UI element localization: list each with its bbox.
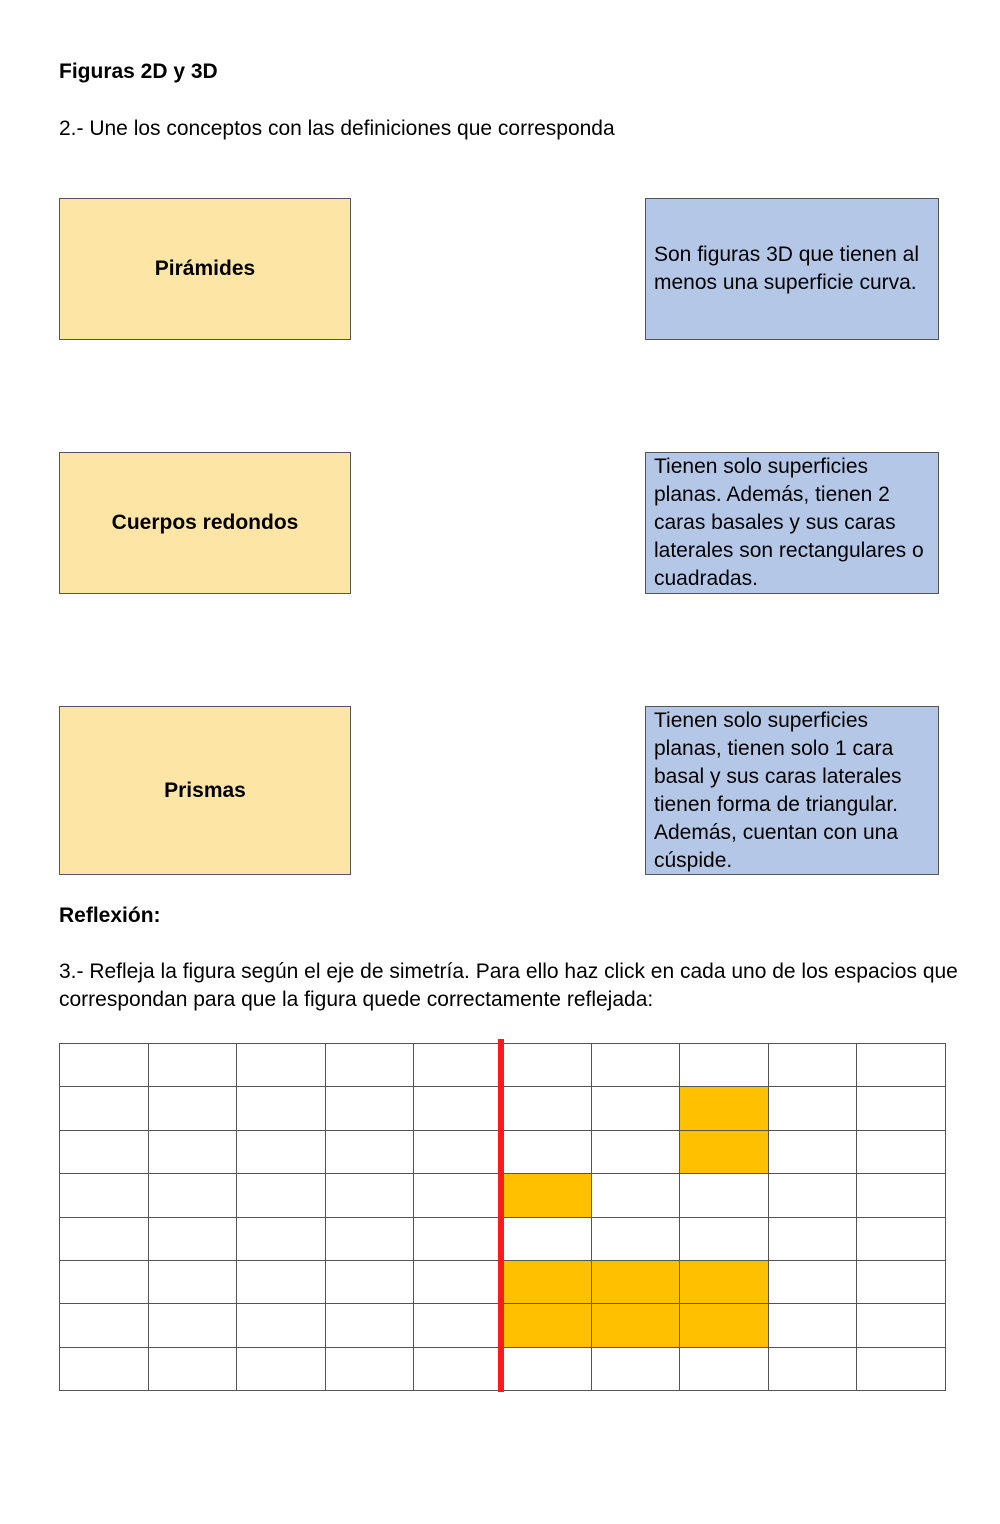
grid-cell[interactable] xyxy=(680,1260,769,1303)
grid-cell[interactable] xyxy=(680,1130,769,1173)
grid-cell[interactable] xyxy=(60,1130,149,1173)
grid-cell[interactable] xyxy=(857,1174,946,1217)
grid-cell[interactable] xyxy=(148,1174,237,1217)
grid-cell[interactable] xyxy=(591,1304,680,1347)
grid-cell[interactable] xyxy=(60,1044,149,1087)
definition-text: Tienen solo superficies planas. Además, tienen 2 caras basales y sus caras laterales son rectangulares o cuadradas. xyxy=(654,455,924,590)
grid-cell[interactable] xyxy=(237,1217,326,1260)
question-3-text: 3.- Refleja la figura según el eje de simetría. Para ello haz click en cada uno de los espacios que correspondan para que la figura quede correctamente reflejada: xyxy=(59,960,958,1011)
concept-box-cuerpos-redondos[interactable] xyxy=(59,452,351,594)
grid-cell[interactable] xyxy=(60,1174,149,1217)
grid-cell[interactable] xyxy=(768,1260,857,1303)
grid-cell[interactable] xyxy=(148,1260,237,1303)
grid-cell[interactable] xyxy=(414,1260,503,1303)
grid-cell[interactable] xyxy=(857,1130,946,1173)
grid-cell[interactable] xyxy=(502,1304,591,1347)
grid-cell[interactable] xyxy=(680,1174,769,1217)
grid-cell[interactable] xyxy=(768,1130,857,1173)
grid-cell[interactable] xyxy=(857,1260,946,1303)
grid-cell[interactable] xyxy=(591,1130,680,1173)
grid-cell[interactable] xyxy=(768,1347,857,1390)
grid-cell[interactable] xyxy=(237,1260,326,1303)
concept-label: Pirámides xyxy=(154,257,256,280)
grid-cell[interactable] xyxy=(237,1174,326,1217)
grid-cell[interactable] xyxy=(325,1087,414,1130)
grid-cell[interactable] xyxy=(325,1174,414,1217)
grid-cell[interactable] xyxy=(591,1174,680,1217)
grid-cell[interactable] xyxy=(857,1087,946,1130)
grid-cell[interactable] xyxy=(325,1130,414,1173)
definition-box-1[interactable] xyxy=(645,198,939,340)
question-2-text: 2.- Une los conceptos con las definiciones que corresponda xyxy=(59,117,615,140)
grid-cell[interactable] xyxy=(237,1044,326,1087)
grid-cell[interactable] xyxy=(148,1304,237,1347)
grid-cell[interactable] xyxy=(857,1044,946,1087)
symmetry-axis-line xyxy=(498,1039,504,1392)
grid-cell[interactable] xyxy=(680,1304,769,1347)
grid-cell[interactable] xyxy=(237,1130,326,1173)
grid-cell[interactable] xyxy=(502,1130,591,1173)
grid-cell[interactable] xyxy=(768,1217,857,1260)
grid-cell[interactable] xyxy=(414,1174,503,1217)
grid-cell[interactable] xyxy=(591,1260,680,1303)
grid-cell[interactable] xyxy=(414,1304,503,1347)
grid-cell[interactable] xyxy=(60,1260,149,1303)
grid-cell[interactable] xyxy=(414,1347,503,1390)
grid-cell[interactable] xyxy=(502,1044,591,1087)
definition-box-3[interactable] xyxy=(645,706,939,875)
grid-cell[interactable] xyxy=(148,1087,237,1130)
definition-box-2[interactable] xyxy=(645,452,939,594)
grid-cell[interactable] xyxy=(325,1217,414,1260)
grid-cell[interactable] xyxy=(857,1347,946,1390)
grid-cell[interactable] xyxy=(60,1347,149,1390)
grid-cell[interactable] xyxy=(60,1304,149,1347)
grid-cell[interactable] xyxy=(502,1347,591,1390)
grid-cell[interactable] xyxy=(591,1347,680,1390)
grid-cell[interactable] xyxy=(768,1044,857,1087)
grid-cell[interactable] xyxy=(768,1174,857,1217)
grid-cell[interactable] xyxy=(680,1217,769,1260)
grid-cell[interactable] xyxy=(325,1347,414,1390)
grid-cell[interactable] xyxy=(60,1217,149,1260)
grid-cell[interactable] xyxy=(325,1304,414,1347)
grid-cell[interactable] xyxy=(237,1347,326,1390)
grid-cell[interactable] xyxy=(857,1217,946,1260)
grid-cell[interactable] xyxy=(414,1044,503,1087)
grid-cell[interactable] xyxy=(857,1304,946,1347)
grid-cell[interactable] xyxy=(237,1304,326,1347)
grid-cell[interactable] xyxy=(502,1174,591,1217)
grid-cell[interactable] xyxy=(502,1087,591,1130)
grid-cell[interactable] xyxy=(591,1087,680,1130)
grid-cell[interactable] xyxy=(148,1347,237,1390)
grid-cell[interactable] xyxy=(148,1217,237,1260)
grid-cell[interactable] xyxy=(414,1087,503,1130)
grid-cell[interactable] xyxy=(680,1347,769,1390)
definition-text: Son figuras 3D que tienen al menos una superficie curva. xyxy=(654,243,920,294)
page-title: Figuras 2D y 3D xyxy=(59,60,218,83)
grid-cell[interactable] xyxy=(502,1260,591,1303)
grid-cell[interactable] xyxy=(768,1304,857,1347)
grid-cell[interactable] xyxy=(60,1087,149,1130)
grid-cell[interactable] xyxy=(591,1044,680,1087)
grid-cell[interactable] xyxy=(680,1044,769,1087)
concept-box-piramides[interactable] xyxy=(59,198,351,340)
grid-cell[interactable] xyxy=(680,1087,769,1130)
grid-cell[interactable] xyxy=(414,1130,503,1173)
reflection-title: Reflexión: xyxy=(59,904,161,927)
grid-cell[interactable] xyxy=(591,1217,680,1260)
concept-label: Cuerpos redondos xyxy=(111,511,299,534)
grid-cell[interactable] xyxy=(237,1087,326,1130)
grid-cell[interactable] xyxy=(148,1130,237,1173)
grid-cell[interactable] xyxy=(325,1044,414,1087)
concept-box-prismas[interactable] xyxy=(59,706,351,875)
grid-cell[interactable] xyxy=(148,1044,237,1087)
definition-text: Tienen solo superficies planas, tienen solo 1 cara basal y sus caras laterales tienen forma de triangular. Además, cuentan con una cúspide. xyxy=(654,708,902,872)
grid-cell[interactable] xyxy=(414,1217,503,1260)
grid-cell[interactable] xyxy=(502,1217,591,1260)
grid-cell[interactable] xyxy=(325,1260,414,1303)
concept-label: Prismas xyxy=(164,778,246,802)
grid-cell[interactable] xyxy=(768,1087,857,1130)
